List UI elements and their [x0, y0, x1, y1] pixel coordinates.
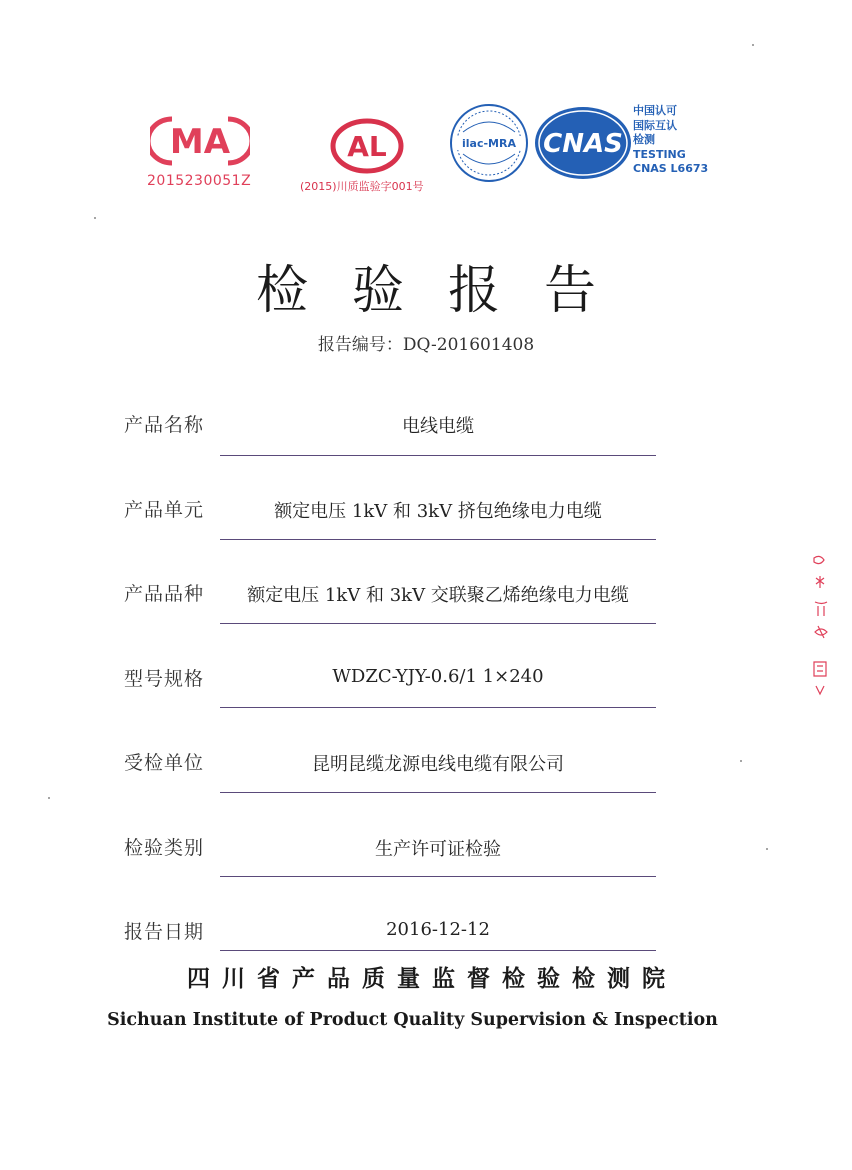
scan-speck: [48, 797, 50, 799]
product-name-value: 电线电缆: [402, 416, 474, 437]
inspection-type-label: 检验类别: [124, 837, 205, 859]
scan-speck: [752, 44, 754, 46]
report-number: 报告编号：DQ-201601408: [317, 335, 535, 355]
product-name-underline: [220, 455, 656, 456]
cma-logo: [150, 113, 250, 169]
institute-name-chinese: 四川省产品质量监督检验检测院: [187, 966, 677, 992]
product-variety-value: 额定电压 1kV 和 3kV 交联聚乙烯绝缘电力电缆: [247, 585, 629, 606]
product-variety-label: 产品品种: [124, 583, 205, 605]
scan-speck: [766, 848, 768, 850]
report-date-label: 报告日期: [124, 921, 205, 943]
institute-name-english: Sichuan Institute of Product Quality Supervision & Inspection: [107, 1010, 718, 1030]
model-spec-value: WDZC-YJY-0.6/1 1×240: [332, 666, 544, 687]
cal-logo: [329, 118, 405, 174]
cma-certificate-number: 2015230051Z: [147, 173, 252, 189]
cal-certificate-number: (2015)川质监验字001号: [300, 180, 424, 193]
product-name-label: 产品名称: [124, 414, 205, 436]
model-spec-underline: [220, 707, 656, 708]
cnas-accreditation-text: 中国认可 国际互认 检测 TESTING CNAS L6673: [633, 104, 709, 175]
product-unit-underline: [220, 539, 656, 540]
inspection-type-value: 生产许可证检验: [375, 839, 501, 860]
scan-speck: [94, 217, 96, 219]
inspected-unit-value: 昆明昆缆龙源电线电缆有限公司: [312, 754, 564, 775]
cnas-logo: [533, 105, 633, 181]
ilac-logo-text: ilac-MRA: [462, 137, 516, 150]
cal-logo-text: AL: [347, 130, 387, 163]
partial-seal-stamp: [810, 550, 834, 700]
inspected-unit-label: 受检单位: [124, 752, 205, 774]
report-date-underline: [220, 950, 656, 951]
cma-logo-text: MA: [169, 122, 231, 162]
report-title: 检验报告: [255, 261, 640, 321]
scan-speck: [740, 760, 742, 762]
report-date-value: 2016-12-12: [386, 919, 490, 940]
cnas-logo-text: CNAS: [543, 129, 623, 159]
inspected-unit-underline: [220, 792, 656, 793]
product-unit-label: 产品单元: [124, 499, 205, 521]
inspection-type-underline: [220, 876, 656, 877]
product-variety-underline: [220, 623, 656, 624]
ilac-mra-logo: [449, 102, 529, 184]
model-spec-label: 型号规格: [124, 668, 205, 690]
product-unit-value: 额定电压 1kV 和 3kV 挤包绝缘电力电缆: [274, 501, 602, 522]
